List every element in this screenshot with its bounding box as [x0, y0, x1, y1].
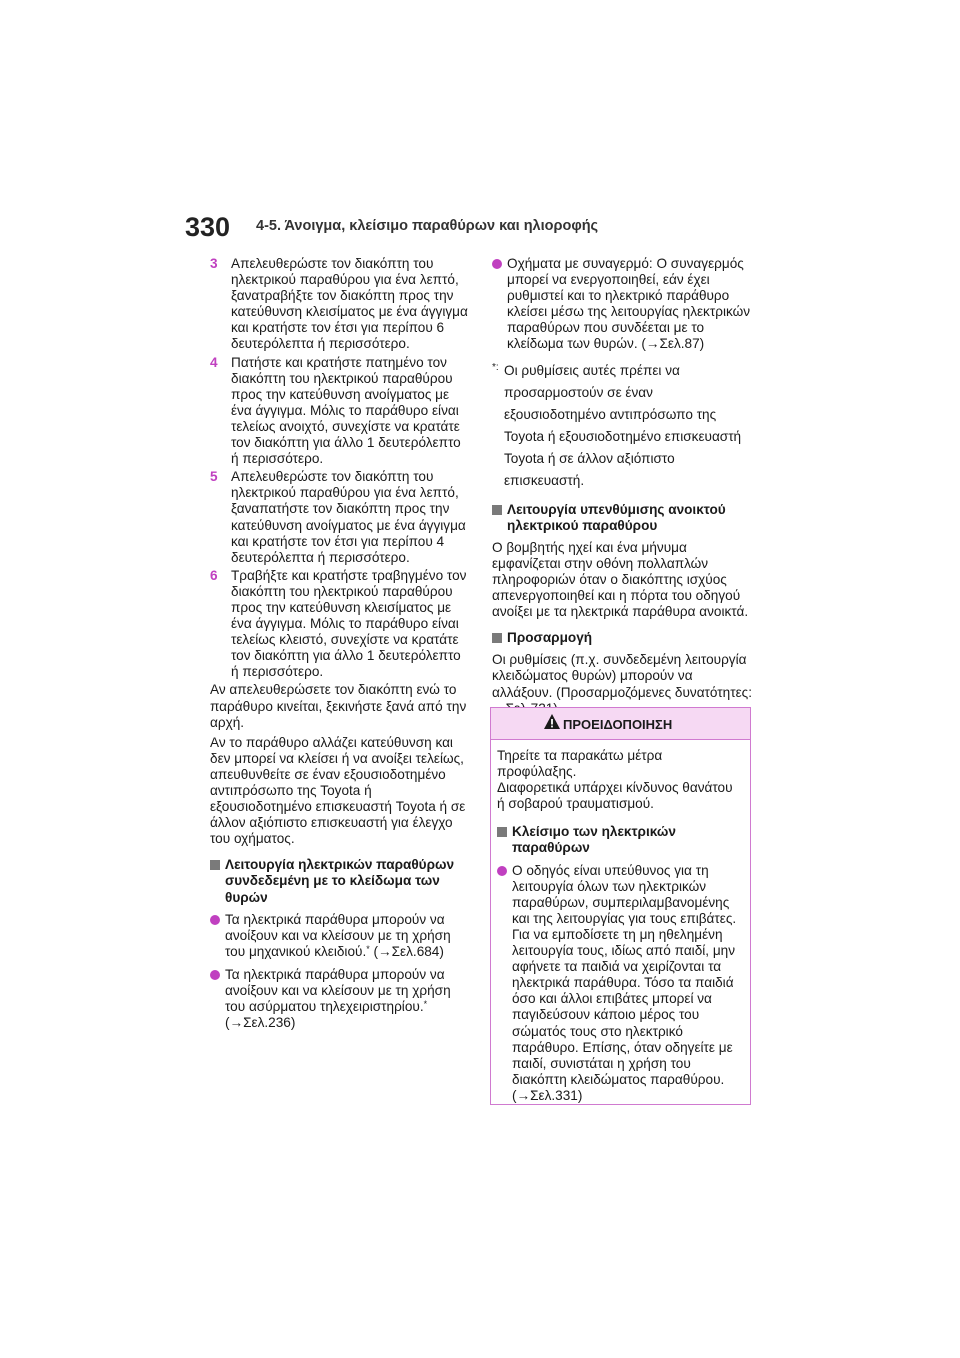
- paragraph-customization: Οι ρυθμίσεις (π.χ. συνδεδεμένη λειτουργία κλειδώματος θυρών) μπορούν να αλλάξουν. (Προσαρμοζόμενες δυνατότητες:: [492, 652, 752, 700]
- warning-header: [491, 708, 750, 740]
- square-bullet-icon: [210, 860, 220, 870]
- bullet-text: Τα ηλεκτρικά παράθυρα μπορούν να ανοίξουν και να κλείσουν με τη χρήση του ασύρματου τηλεχειριστηρίου.* (→Σελ.236): [225, 966, 451, 1031]
- round-bullet-icon: [492, 259, 502, 269]
- round-bullet-icon: [497, 866, 507, 876]
- right-column: [492, 256, 756, 721]
- paragraph-contact-dealer: Αν το παράθυρο αλλάζει κατεύθυνση και δεν μπορεί να κλείσει ή να ανοίξει τελείως, απευθυνθείτε σε έναν εξουσιοδοτημένο αντιπρόσωπο της Toyota ή εξουσιοδοτημένο επισκευαστή Toyota ή σε άλλον αξιόπιστο επισκευαστή για έλεγχο του οχήματος.: [210, 734, 466, 847]
- step-text: Απελευθερώστε τον διακόπτη του ηλεκτρικού παραθύρου για ένα λεπτό, ξαναπατήστε τον διακόπτη προς την κατεύθυνση ανοίγματος με ένα άγγιγμα και κρατήστε τον έτσι για περίπου 4 δευτερόλεπτα ή περισσότερο.: [231, 469, 466, 565]
- section-title: Προσαρμογή: [507, 630, 593, 646]
- bullet-text: Τα ηλεκτρικά παράθυρα μπορούν να ανοίξουν και να κλείσουν με τη χρήση του μηχανικού κλειδιού.* (→Σελ.684): [225, 911, 451, 959]
- warning-intro-2: Διαφορετικά υπάρχει κίνδυνος θανάτου ή σοβαρού τραυματισμού.: [497, 780, 733, 812]
- square-bullet-icon: [492, 633, 502, 643]
- bullet-wireless-remote: [210, 967, 472, 1031]
- footnote-star: *: [366, 943, 370, 954]
- section-header-title: 4-5. Άνοιγμα, κλείσιμο παραθύρων και ηλιοροφής: [256, 218, 599, 234]
- step-3: [210, 256, 472, 353]
- step-number: 6: [210, 567, 218, 583]
- page-reference: (→Σελ.684): [373, 943, 444, 959]
- paragraph-reminder: Ο βομβητής ηχεί και ένα μήνυμα εμφανίζεται στην οθόνη πολλαπλών πληροφοριών όταν ο διακόπτης ισχύος απενεργοποιηθεί και η πόρτα του οδηγού ανοίξει με τα ηλεκτρικά παράθυρα ανοικτά.: [492, 539, 749, 620]
- warning-bullet: [497, 863, 742, 1104]
- page-reference: (→Σελ.236): [225, 1015, 296, 1031]
- step-6: [210, 568, 472, 681]
- footnote-star: *: [423, 999, 428, 1010]
- section-heading-door-lock-link: [210, 857, 472, 905]
- left-column: [210, 256, 472, 1038]
- footnote-mark: *:: [492, 361, 499, 373]
- footnote: [492, 360, 756, 492]
- warning-intro-1: Τηρείτε τα παρακάτω μέτρα προφύλαξης.: [497, 748, 663, 780]
- warning-box: [490, 707, 751, 1105]
- warning-body: [491, 740, 750, 1104]
- page-number: 330: [185, 212, 231, 242]
- step-number: 3: [210, 256, 218, 271]
- step-text: Πατήστε και κρατήστε πατημένο τον διακόπτη του ηλεκτρικού παραθύρου προς την κατεύθυνση ανοίγματος με ένα άγγιγμα. Μόλις το παράθυρο είναι τελείως ανοιχτό, συνεχίστε να κρατάτε τον διακόπτη για άλλο 1 δευτερόλεπτο ή περισσότερο.: [231, 354, 461, 467]
- footnote-text: Οι ρυθμίσεις αυτές πρέπει να προσαρμοστούν σε έναν εξουσιοδοτημένο αντιπρόσωπο της Toyota ή εξουσιοδοτημένο επισκευαστή Toyota ή σε άλλον αξιόπιστο επισκευαστή.: [504, 362, 742, 488]
- bullet-text: Ο οδηγός είναι υπεύθυνος για τη λειτουργία όλων των ηλεκτρικών παραθύρων, συμπεριλαμβανομένης και της λειτουργίας για τους επιβάτες. Για να εμποδίσετε τη μη ηθελημένη λειτουργία τους, ιδίως από παιδί, μην αφήνετε τα παιδιά να χειρίζονται τα ηλεκτρικά παράθυρα. Τόσο τα παιδιά όσο και άλλοι επιβάτες μπορεί να παγιδεύσουν κάποιο μέρος του σώματός τους στο ηλεκτρικό παράθυρο. Επίσης, όταν οδηγείτε με παιδί, συνιστάται η χρήση του διακόπτη κλειδώματος παραθύρου. (→Σελ.331): [512, 862, 737, 1103]
- square-bullet-icon: [497, 827, 507, 837]
- paragraph-restart: Αν απελευθερώσετε τον διακόπτη ενώ το παράθυρο κινείται, ξεκινήστε ξανά από την αρχή.: [210, 682, 467, 730]
- warning-section-heading: [497, 824, 742, 856]
- warning-triangle-icon: [543, 713, 561, 731]
- step-4: [210, 355, 472, 468]
- round-bullet-icon: [210, 970, 220, 980]
- bullet-mechanical-key: [210, 912, 472, 960]
- step-text: Τραβήξτε και κρατήστε τραβηγμένο τον διακόπτη του ηλεκτρικού παραθύρου προς την κατεύθυνση κλεισίματος με ένα άγγιγμα. Μόλις το παράθυρο είναι τελείως κλειστό, συνεχίστε να κρατάτε τον διακόπτη για άλλο 1 δευτερόλεπτο ή περισσότερο.: [231, 567, 467, 680]
- warning-title: ΠΡΟΕΙΔΟΠΟΙΗΣΗ: [563, 717, 673, 732]
- step-number: 4: [210, 354, 218, 370]
- section-heading-reminder: [492, 502, 756, 534]
- section-title: Κλείσιμο των ηλεκτρικών παραθύρων: [512, 824, 676, 856]
- bullet-alarm: [492, 256, 756, 353]
- step-5: [210, 469, 472, 566]
- step-text: Απελευθερώστε τον διακόπτη του ηλεκτρικού παραθύρου για ένα λεπτό, ξανατραβήξτε τον διακόπτη προς την κατεύθυνση κλεισίματος με ένα άγγιγμα και κρατήστε τον έτσι για περίπου 6 δευτερόλεπτα ή περισσότερο.: [231, 256, 468, 352]
- section-heading-customization: [492, 630, 756, 646]
- square-bullet-icon: [492, 505, 502, 515]
- step-number: 5: [210, 469, 218, 485]
- section-title: Λειτουργία ηλεκτρικών παραθύρων συνδεδεμένη με το κλείδωμα των θυρών: [225, 857, 455, 905]
- round-bullet-icon: [210, 915, 220, 925]
- section-title: Λειτουργία υπενθύμισης ανοικτού ηλεκτρικού παραθύρου: [507, 501, 726, 533]
- bullet-text: Οχήματα με συναγερμό: Ο συναγερμός μπορεί να ενεργοποιηθεί, εάν έχει ρυθμιστεί και το ηλεκτρικό παράθυρο κλείσει μέσω της λειτουργίας ηλεκτρικών παραθύρων που συνδέεται με το κλείδωμα των θυρών. (→Σελ.87): [507, 256, 751, 352]
